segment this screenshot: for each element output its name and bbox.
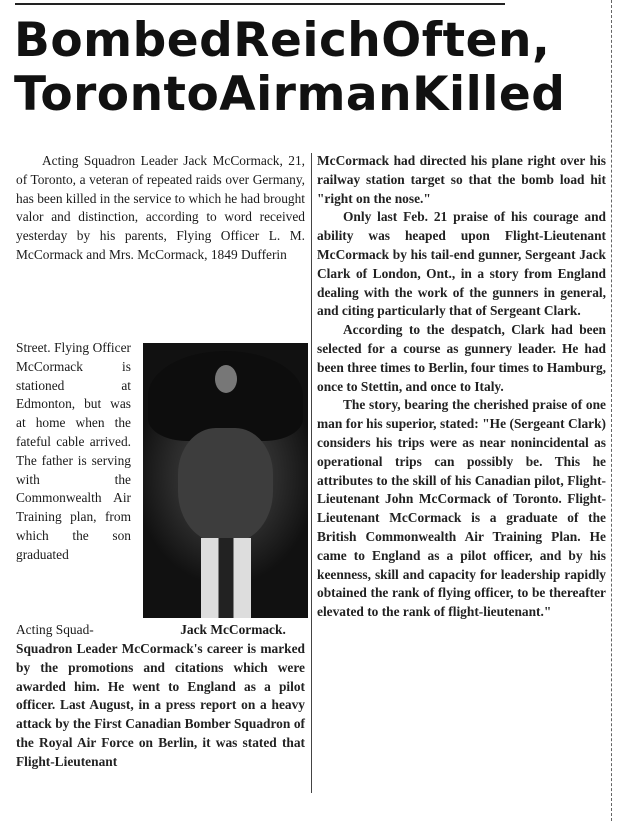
headline-word: Often, (381, 13, 551, 68)
right-paragraph: The story, bearing the cherished praise of one man for his superior, stated: "He (Sergeant Clark) considers his trips were as near nonincidental as operational trips can possibly be. This he attributes to the skill of his Canadian pilot, Flight-Lieutenant John McCormack of Toronto. Flight-Lieutenant McCormack is a graduate of the British Commonwealth Air Training Plan. He came to England as a pilot officer, and by his keenness, skill and capacity for leadership rapidly obtained the rank of flying officer, to be thereafter elevated to the rank of flight-lieutenant." (317, 397, 606, 620)
collar-tie (201, 538, 251, 618)
portrait-photo (143, 343, 308, 618)
intro-paragraph: Acting Squadron Leader Jack McCormack, 21, of Toronto, a veteran of repeated raids over Germany, has been killed in the service to which he had brought valor and distinction, according to word received yesterday by his parents, Flying Officer L. M. McCormack and Mrs. McCormack, 1849 Dufferin (16, 153, 305, 262)
headline-line-1 (14, 13, 551, 68)
headline-line-2 (14, 67, 566, 122)
headline-word: Killed (412, 67, 566, 122)
headline-word: Bombed (14, 13, 234, 68)
right-column (317, 152, 606, 622)
left-column-continued (16, 640, 305, 772)
headline-word: Toronto (14, 67, 220, 122)
face (178, 428, 273, 543)
left-column-intro (16, 152, 305, 265)
column-divider (311, 153, 312, 793)
right-paragraph: Only last Feb. 21 praise of his courage and ability was heaped upon Flight-Lieutenant McCormack by his tail-end gunner, Sergeant Jack Clark of London, Ont., in a story from England dealing with the work of the gunners in general, and citing particularly that of Sergeant Clark. (317, 209, 606, 319)
headline (14, 13, 566, 122)
top-rule (15, 3, 505, 5)
headline-word: Airman (219, 67, 413, 122)
headline-word: Reich (233, 13, 382, 68)
wrap-end-text: Acting Squad- (16, 622, 94, 637)
page-edge-rule (611, 0, 613, 821)
photo-caption: Jack McCormack. (180, 622, 286, 637)
text-beside-photo: Street. Flying Officer McCormack is stationed at Edmonton, but was at home when the fateful cable arrived. The father is serving with the Commonwealth Air Training plan, from which the son graduated (16, 340, 131, 562)
right-paragraph: McCormack had directed his plane right over his railway station target so that the bomb load hit "right on the nose." (317, 153, 606, 206)
cap-badge (215, 365, 237, 393)
right-paragraph: According to the despatch, Clark had been selected for a course as gunnery leader. He had been three times to Berlin, four times to Hamburg, once to Stettin, and once to Italy. (317, 322, 606, 394)
continued-paragraph: Squadron Leader McCormack's career is marked by the promotions and citations which were awarded him. He went to England as a pilot officer. Last August, in a press report on a heavy attack by the First Canadian Bomber Squadron of the Royal Air Force on Berlin, it was stated that Flight-Lieutenant (16, 641, 305, 769)
